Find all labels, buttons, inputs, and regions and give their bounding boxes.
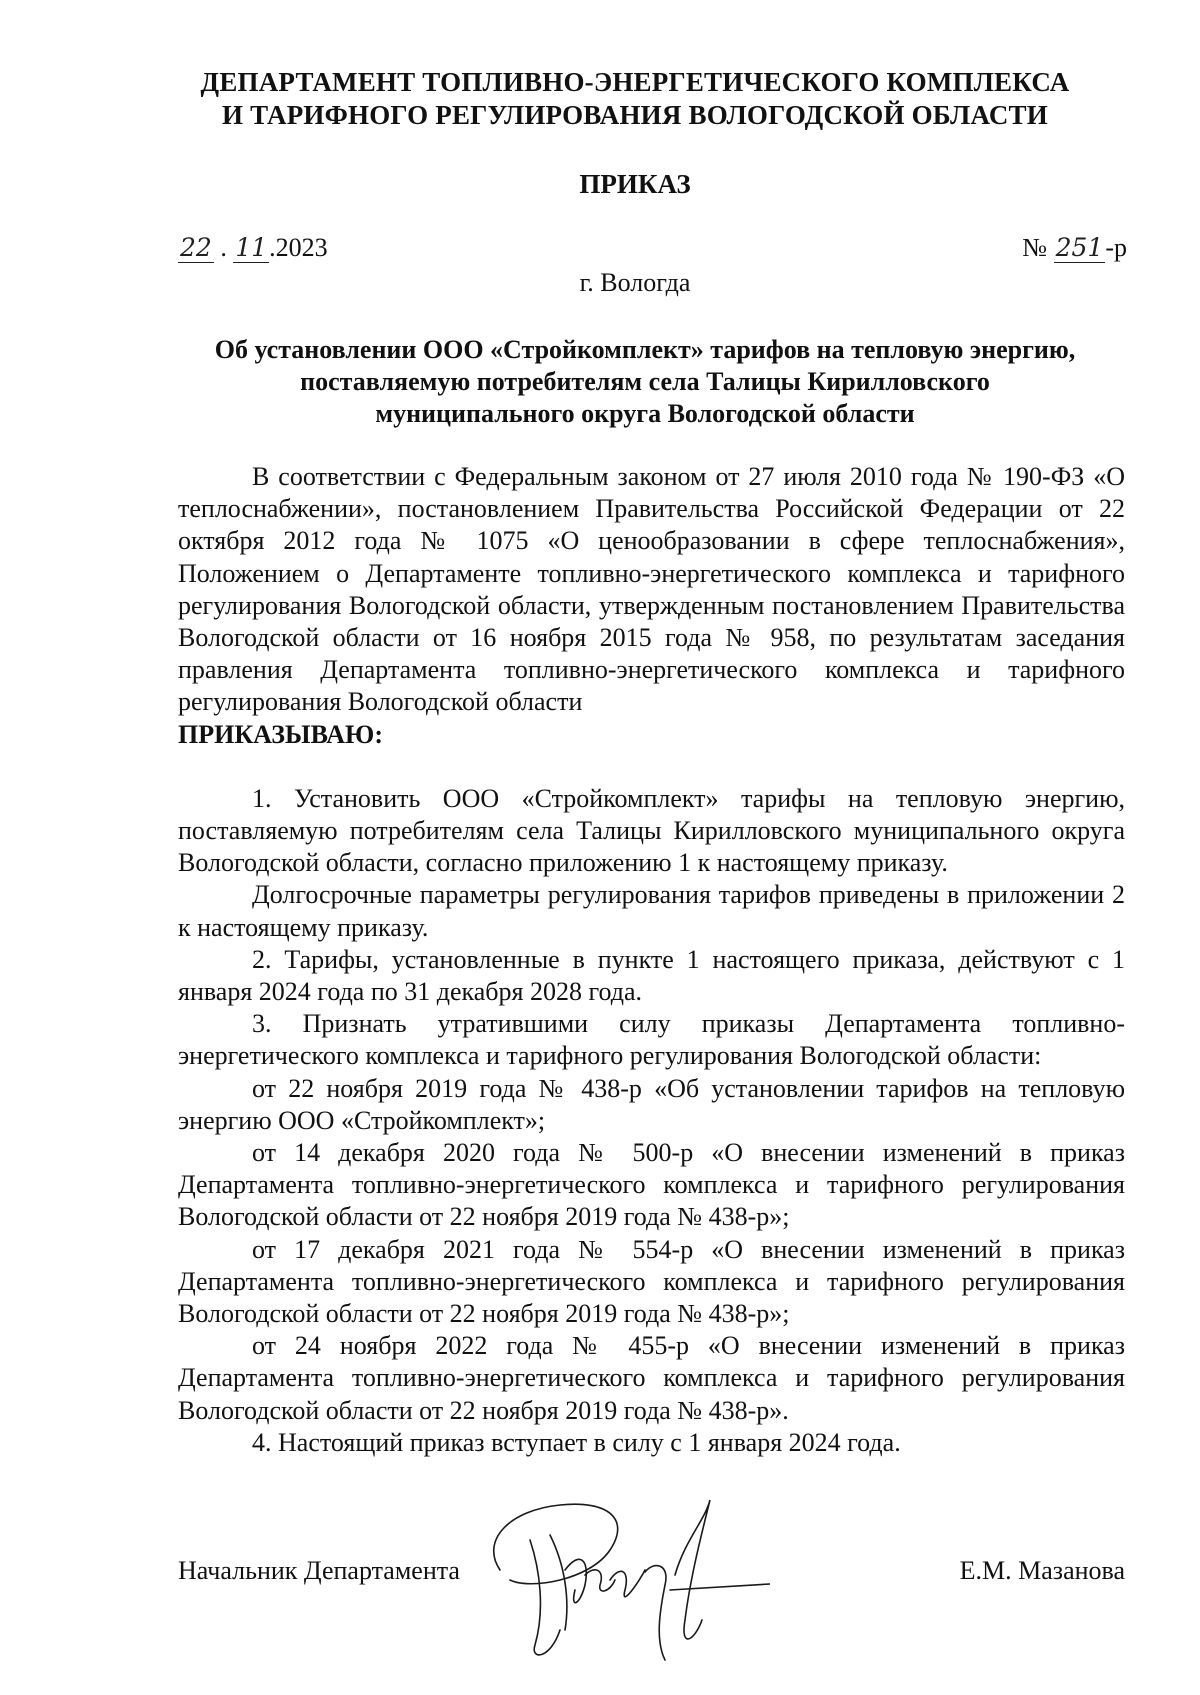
order-word: ПРИКАЗЫВАЮ:: [178, 719, 383, 749]
title-line-3: муниципального округа Вологодской области: [375, 399, 915, 428]
document-type: ПРИКАЗ: [579, 169, 691, 199]
handwritten-signature: [470, 1480, 770, 1680]
title-line-1: Об установлении ООО «Стройкомплект» тарифов на тепловую энергию,: [214, 335, 1076, 364]
department-header: [150, 66, 1120, 132]
signatory-name: Е.М. Мазанова: [959, 1556, 1125, 1585]
list-item: от 14 декабря 2020 года № 500-р «О внесении изменений в приказ Департамента топливно-энергетического комплекса и тарифного регулирования Вологодской области от 22 ноября 2019 года № 438-р»;: [178, 1138, 1125, 1232]
date-year: .2023: [269, 233, 328, 262]
list-item: 3. Признать утратившими силу приказы Департамента топливно-энергетического комплекса и тарифного регулирования Вологодской области:: [178, 1009, 1125, 1071]
list-item: Долгосрочные параметры регулирования тарифов приведены в приложении 2 к настоящему приказу.: [178, 880, 1125, 942]
document-body: [178, 461, 1125, 1459]
list-item: от 17 декабря 2021 года № 554-р «О внесении изменений в приказ Департамента топливно-энергетического комплекса и тарифного регулирования Вологодской области от 22 ноября 2019 года № 438-р»;: [178, 1234, 1125, 1329]
list-item: 2. Тарифы, установленные в пункте 1 настоящего приказа, действуют с 1 января 2024 года по 31 декабря 2028 года.: [178, 944, 1125, 1007]
title-line-2: поставляемую потребителям села Талицы Кирилловского: [300, 367, 990, 396]
number-suffix: -р: [1105, 233, 1127, 262]
list-item: от 24 ноября 2022 года № 455-р «О внесении изменений в приказ Департамента топливно-энергетического комплекса и тарифного регулирования Вологодской области от 22 ноября 2019 года № 438-р».: [178, 1331, 1125, 1425]
number-value: 251: [1055, 233, 1104, 262]
order-date: 22 . 11.2023: [180, 233, 328, 262]
header-line-1: ДЕПАРТАМЕНТ ТОПЛИВНО-ЭНЕРГЕТИЧЕСКОГО КОМПЛЕКСА: [200, 67, 1070, 97]
document-title: [170, 334, 1120, 430]
number-prefix: №: [1022, 233, 1048, 262]
header-line-2: И ТАРИФНОГО РЕГУЛИРОВАНИЯ ВОЛОГОДСКОЙ ОБЛАСТИ: [222, 100, 1048, 130]
preamble: В соответствии с Федеральным законом от 27 июля 2010 года № 190-ФЗ «О теплоснабжении», постановлением Правительства Российской Федерации от 22 октября 2012 года № 1075 «О ценообразовании в сфере теплоснабжения», Положением о Департаменте топливно-энергетического комплекса и тарифного регулирования Вологодской области, утвержденным постановлением Правительства Вологодской области от 16 ноября 2015 года № 958, по результатам заседания правления Департамента топливно-энергетического комплекса и тарифного регулирования Вологодской области: [178, 462, 1125, 717]
list-item: от 22 ноября 2019 года № 438-р «Об установлении тарифов на тепловую энергию ООО «Стройкомплект»;: [178, 1073, 1125, 1135]
list-item: 4. Настоящий приказ вступает в силу с 1 января 2024 года.: [252, 1427, 901, 1457]
signatory-position: Начальник Департамента: [178, 1556, 460, 1585]
order-number: [1022, 232, 1127, 264]
city: г. Вологда: [579, 268, 691, 297]
list-item: 1. Установить ООО «Стройкомплект» тарифы на тепловую энергию, поставляемую потребителям села Талицы Кирилловского муниципального округа Вологодской области, согласно приложению 1 к настоящему приказу.: [178, 783, 1125, 878]
date-month: 11: [235, 233, 268, 262]
date-day: 22: [180, 233, 212, 262]
